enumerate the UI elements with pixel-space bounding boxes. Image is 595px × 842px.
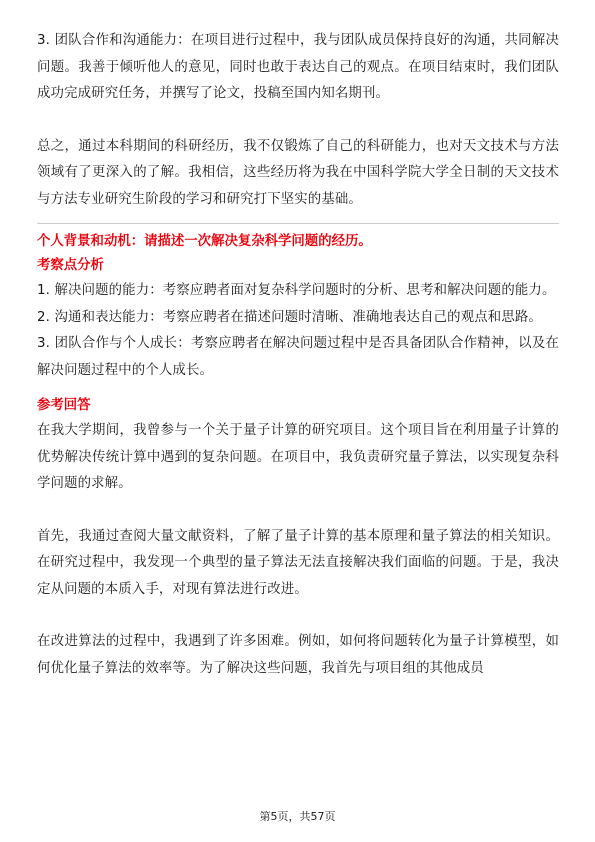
analysis-item-3: 3. 团队合作与个人成长：考察应聘者在解决问题过程中是否具备团队合作精神，以及在解决问题过程中的个人成长。 <box>37 336 559 378</box>
answer-paragraph-1: 在我大学期间，我曾参与一个关于量子计算的研究项目。这个项目旨在利用量子计算的优势解决传统计算中遇到的复杂问题。在项目中，我负责研究量子算法，以实现复杂科学问题的求解。 <box>37 423 559 491</box>
section-divider <box>37 223 559 224</box>
answer-heading: 参考回答 <box>37 398 91 413</box>
analysis-heading: 考察点分析 <box>37 258 104 273</box>
page-number: 第5页，共57页 <box>259 810 336 823</box>
paragraph-gap <box>37 108 559 134</box>
answer-paragraph-2: 首先，我通过查阅大量文献资料，了解了量子计算的基本原理和量子算法的相关知识。在研究过程中，我发现一个典型的量子算法无法直接解决我们面临的问题。于是，我决定从问题的本质入手，对现有算法进行改进。 <box>37 528 559 597</box>
section-gap <box>37 384 559 394</box>
question-heading: 个人背景和动机：请描述一次解决复杂科学问题的经历。 <box>37 234 372 249</box>
document-page <box>37 28 559 682</box>
intro-paragraph-2: 总之，通过本科期间的科研经历，我不仅锻炼了自己的科研能力，也对天文技术与方法领域有了更深入的了解。我相信，这些经历将为我在中国科学院大学全日制的天文技术与方法专业研究生阶段的学习和研究打下坚实的基础。 <box>37 138 559 207</box>
analysis-item-2: 2. 沟通和表达能力：考察应聘者在描述问题时清晰、准确地表达自己的观点和思路。 <box>37 309 542 325</box>
answer-paragraph-3: 在改进算法的过程中，我遇到了许多困难。例如，如何将问题转化为量子计算模型，如何优化量子算法的效率等。为了解决这些问题，我首先与项目组的其他成员 <box>37 634 559 676</box>
analysis-item-1: 1. 解决问题的能力：考察应聘者面对复杂科学问题时的分析、思考和解决问题的能力。 <box>37 283 556 298</box>
intro-paragraph-1: 3. 团队合作和沟通能力：在项目进行过程中，我与团队成员保持良好的沟通，共同解决问题。我善于倾听他人的意见，同时也敢于表达自己的观点。在项目结束时，我们团队成功完成研究任务，并撰写了论文，投稿至国内知名期刊。 <box>37 33 559 101</box>
paragraph-gap <box>37 603 559 629</box>
paragraph-gap <box>37 498 559 524</box>
